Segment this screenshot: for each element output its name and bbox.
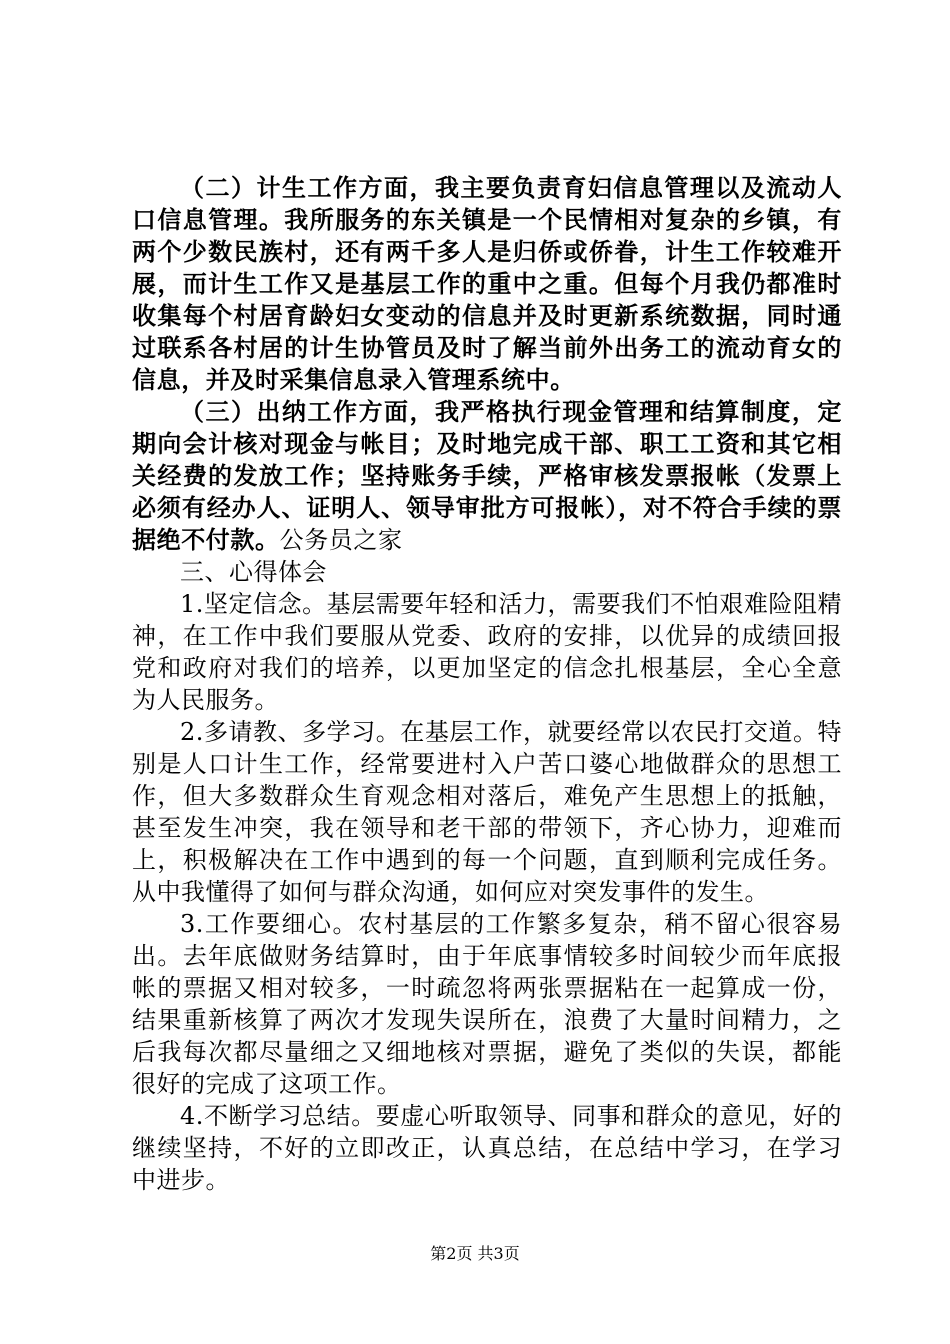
item-firm-belief: 1.坚定信念。基层需要年轻和活力，需要我们不怕艰难险阻精神，在工作中我们要服从党委、政府的安排，以优异的成绩回报党和政府对我们的培养，以更加坚定的信念扎根基层，全心全意为人民服务。 xyxy=(132,590,842,714)
paragraph-cashier-tail: 公务员之家 xyxy=(279,526,403,554)
paragraph-cashier-text: （三）出纳工作方面，我严格执行现金管理和结算制度，定期向会计核对现金与帐目；及时地完成干部、职工工资和其它相关经费的发放工作；坚持账务手续，严格审核发票报帐（发票上必须有经办人、证明人、领导审批方可报帐），对不符合手续的票据绝不付款。 xyxy=(132,398,842,554)
section-heading: 三、心得体会 xyxy=(180,558,327,586)
page-number: 第2页 共3页 xyxy=(430,1244,520,1263)
item-ask-and-learn: 2.多请教、多学习。在基层工作，就要经常以农民打交道。特别是人口计生工作，经常要进村入户苦口婆心地做群众的思想工作，但大多数群众生育观念相对落后，难免产生思想上的抵触，甚至发生冲突，我在领导和老干部的带领下，齐心协力，迎难而上，积极解决在工作中遇到的每一个问题，直到顺利完成任务。从中我懂得了如何与群众沟通，如何应对突发事件的发生。 xyxy=(132,718,842,906)
item-be-careful: 3.工作要细心。农村基层的工作繁多复杂，稍不留心很容易出。去年底做财务结算时，由于年底事情较多时间较少而年底报帐的票据又相对较多，一时疏忽将两张票据粘在一起算成一份，结果重新核算了两次才发现失误所在，浪费了大量时间精力，之后我每次都尽量细之又细地核对票据，避免了类似的失误，都能很好的完成了这项工作。 xyxy=(132,910,842,1098)
document-body xyxy=(132,172,842,1196)
paragraph-cashier xyxy=(132,396,842,556)
item-keep-learning: 4.不断学习总结。要虚心听取领导、同事和群众的意见，好的继续坚持，不好的立即改正，认真总结，在总结中学习，在学习中进步。 xyxy=(132,1102,842,1194)
paragraph-family-planning: （二）计生工作方面，我主要负责育妇信息管理以及流动人口信息管理。我所服务的东关镇是一个民情相对复杂的乡镇，有两个少数民族村，还有两千多人是归侨或侨眷，计生工作较难开展，而计生工作又是基层工作的重中之重。但每个月我仍都准时收集每个村居育龄妇女变动的信息并及时更新系统数据，同时通过联系各村居的计生协管员及时了解当前外出务工的流动育女的信息，并及时采集信息录入管理系统中。 xyxy=(132,174,842,394)
